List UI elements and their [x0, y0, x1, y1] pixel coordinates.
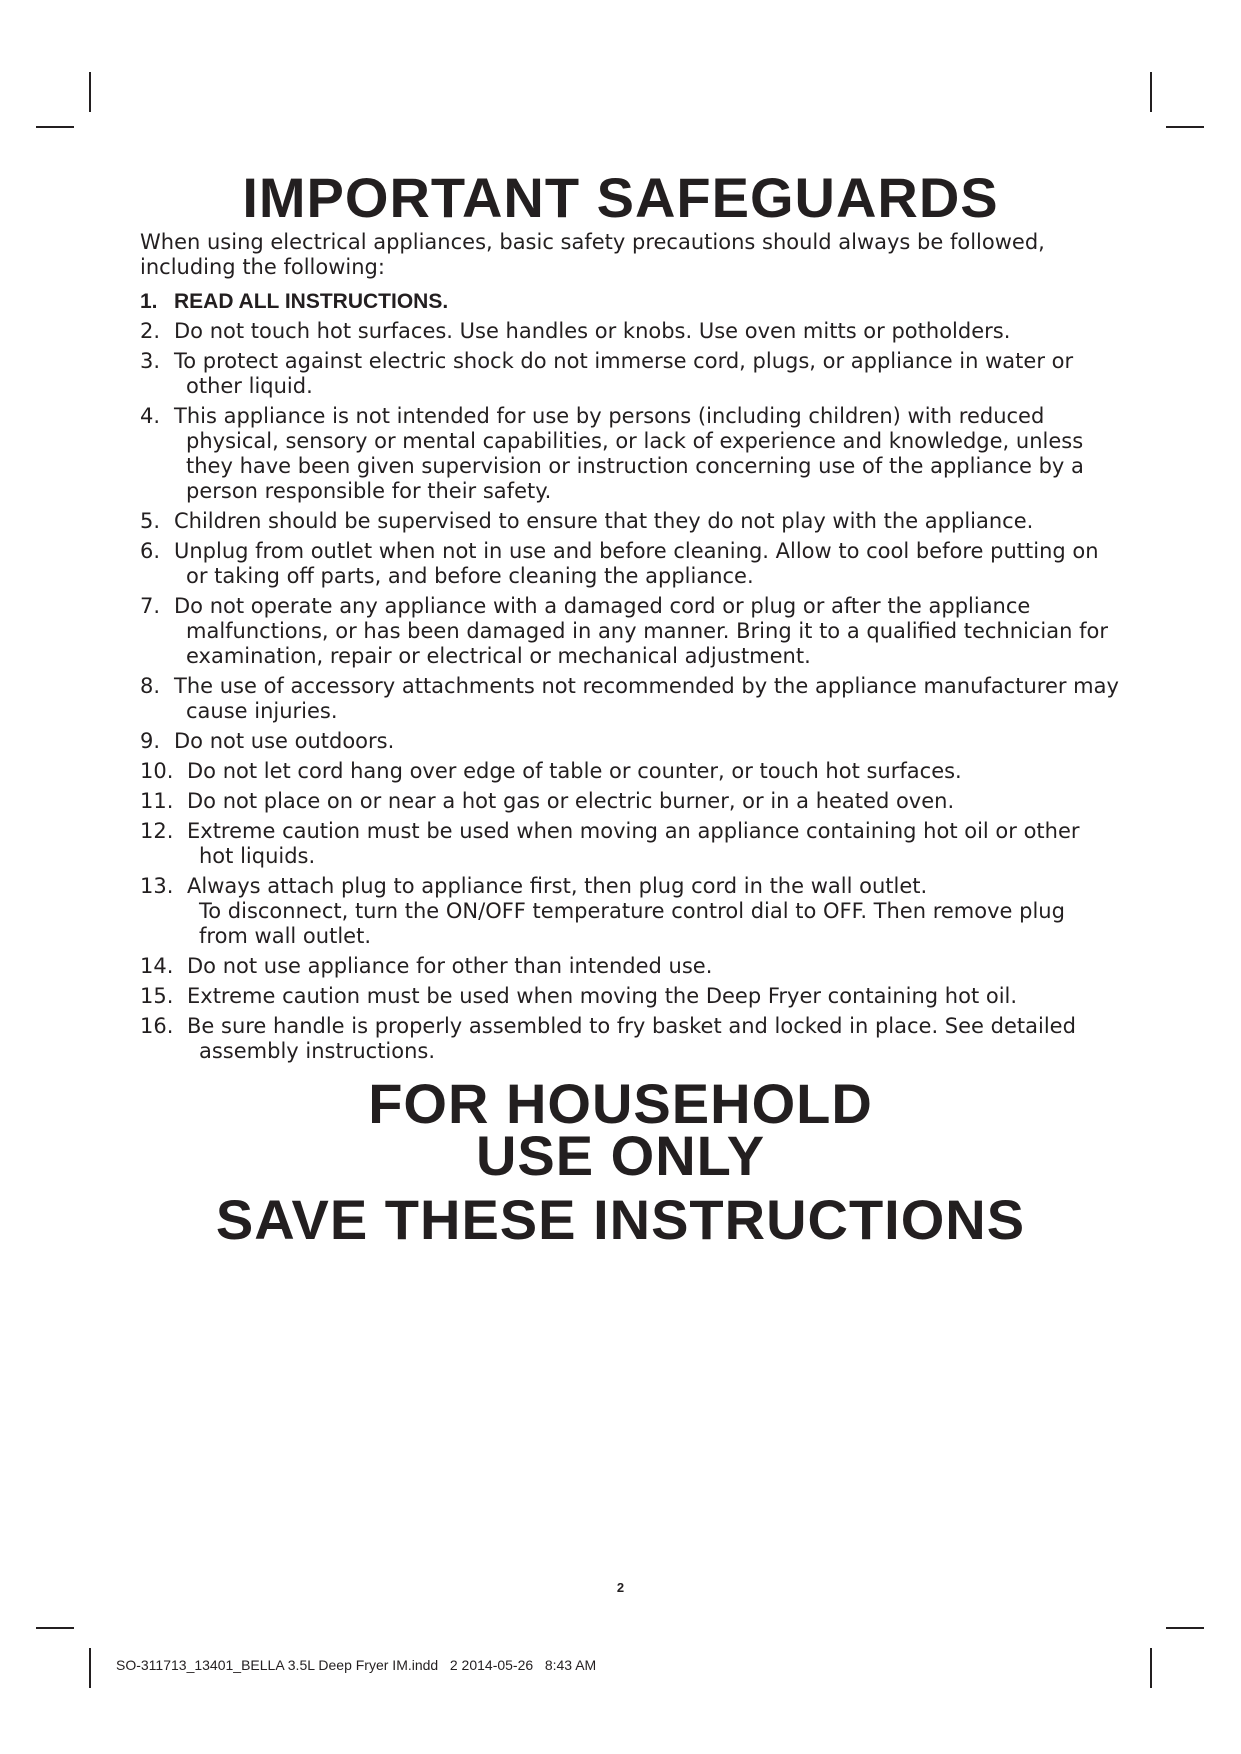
item-number: 6. [140, 539, 161, 563]
item-number: 3. [140, 349, 161, 373]
list-item [140, 954, 1120, 979]
item-number: 7. [140, 594, 161, 618]
crop-mark-top-right-vertical [1150, 72, 1152, 112]
item-text: Do not operate any appliance with a damaged cord or plug or after the appliance malfunctions, or has been damaged in any manner. Bring it to a qualified technician for examination, repair or electrical or mechanical adjustment. [174, 594, 1108, 668]
crop-mark-top-left-horizontal [36, 126, 74, 128]
item-number: 8. [140, 674, 161, 698]
item-number: 1. [140, 290, 158, 313]
page-number: 2 [616, 1580, 625, 1595]
household-heading-line1: FOR HOUSEHOLD [368, 1072, 873, 1135]
item-number: 5. [140, 509, 161, 533]
item-text: Extreme caution must be used when moving the Deep Fryer containing hot oil. [187, 984, 1018, 1008]
item-text: Extreme caution must be used when moving an appliance containing hot oil or other hot liquids. [187, 819, 1080, 868]
list-item [140, 539, 1120, 589]
item-text: Do not let cord hang over edge of table or counter, or touch hot surfaces. [187, 759, 962, 783]
item-text: Children should be supervised to ensure that they do not play with the appliance. [174, 509, 1034, 533]
item-text-line: Always attach plug to appliance first, then plug cord in the wall outlet. [187, 874, 928, 898]
item-text: Do not use appliance for other than intended use. [187, 954, 713, 978]
list-item [140, 404, 1120, 504]
crop-mark-bottom-left-horizontal [36, 1627, 74, 1629]
item-text [187, 874, 1120, 949]
list-item [140, 594, 1120, 669]
item-number: 4. [140, 404, 161, 428]
crop-mark-bottom-right-vertical [1150, 1648, 1152, 1688]
item-number: 2. [140, 319, 161, 343]
list-item [140, 1014, 1120, 1064]
list-item [140, 759, 1120, 784]
safeguards-list [140, 289, 1120, 1069]
crop-mark-bottom-left-vertical [89, 1648, 91, 1688]
list-item [140, 674, 1120, 724]
item-text: To protect against electric shock do not immerse cord, plugs, or appliance in water or other liquid. [174, 349, 1074, 398]
crop-mark-bottom-right-horizontal [1166, 1627, 1204, 1629]
item-text: Do not touch hot surfaces. Use handles or knobs. Use oven mitts or potholders. [174, 319, 1011, 343]
list-item [140, 319, 1120, 344]
list-item [140, 509, 1120, 534]
item-number: 16. [140, 1014, 174, 1038]
item-text: Do not use outdoors. [174, 729, 395, 753]
list-item [140, 874, 1120, 949]
item-number: 14. [140, 954, 174, 978]
item-text-line: To disconnect, turn the ON/OFF temperature control dial to OFF. Then remove plug from wall outlet. [199, 899, 1065, 948]
item-number: 9. [140, 729, 161, 753]
item-number: 12. [140, 819, 174, 843]
household-heading-line2: USE ONLY [475, 1124, 766, 1187]
item-text: Unplug from outlet when not in use and before cleaning. Allow to cool before putting on or taking off parts, and before cleaning the appliance. [174, 539, 1099, 588]
page-title: IMPORTANT SAFEGUARDS [242, 166, 999, 229]
item-number: 13. [140, 874, 174, 898]
crop-mark-top-left-vertical [89, 72, 91, 112]
list-item [140, 789, 1120, 814]
item-number: 15. [140, 984, 174, 1008]
list-item [140, 819, 1120, 869]
list-item [140, 289, 1120, 314]
intro-paragraph: When using electrical appliances, basic safety precautions should always be followed, including the following: [140, 230, 1045, 279]
item-text: Be sure handle is properly assembled to fry basket and locked in place. See detailed assembly instructions. [187, 1014, 1076, 1063]
list-item [140, 349, 1120, 399]
list-item [140, 984, 1120, 1009]
crop-mark-top-right-horizontal [1166, 126, 1204, 128]
item-number: 11. [140, 789, 174, 813]
print-slug: SO-311713_13401_BELLA 3.5L Deep Fryer IM.indd 2 2014-05-26 8:43 AM [116, 1657, 597, 1673]
item-text: Do not place on or near a hot gas or electric burner, or in a heated oven. [187, 789, 955, 813]
item-number: 10. [140, 759, 174, 783]
save-instructions-heading: SAVE THESE INSTRUCTIONS [215, 1188, 1026, 1251]
item-text: The use of accessory attachments not recommended by the appliance manufacturer may cause injuries. [174, 674, 1119, 723]
list-item [140, 729, 1120, 754]
item-text: READ ALL INSTRUCTIONS. [174, 290, 449, 313]
item-text: This appliance is not intended for use by persons (including children) with reduced physical, sensory or mental capabilities, or lack of experience and knowledge, unless they have been given supervision or instruction concerning use of the appliance by a person responsible for their safety. [174, 404, 1084, 503]
